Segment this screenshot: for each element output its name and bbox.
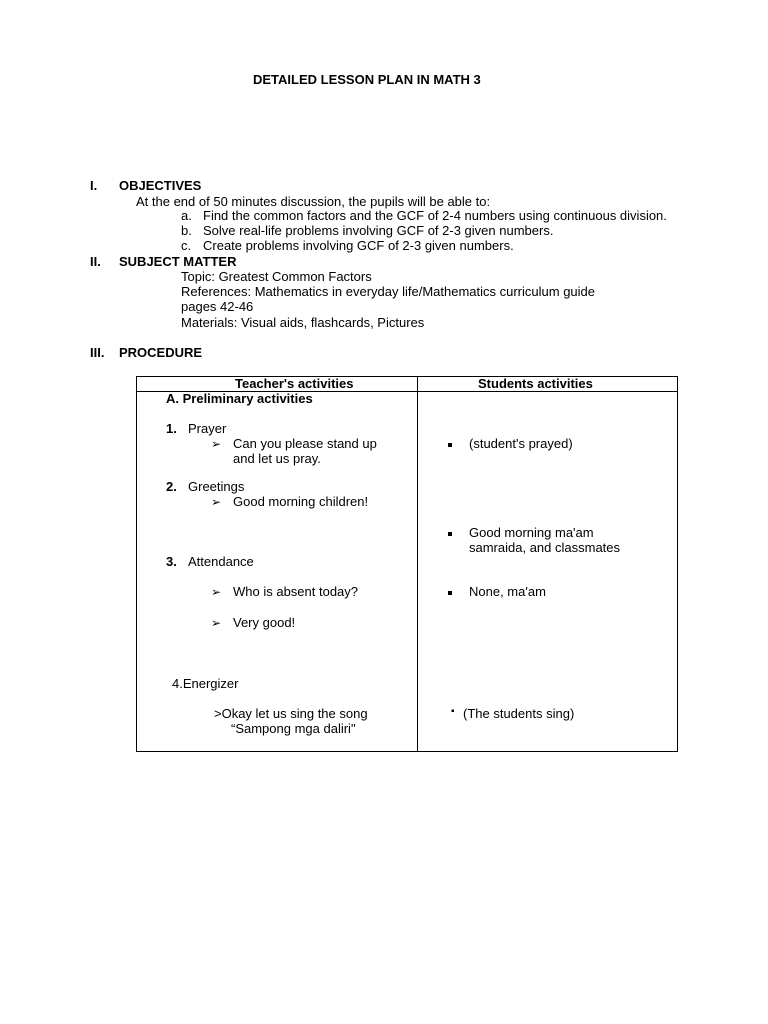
attendance-label: Attendance	[188, 554, 254, 569]
procedure-number: III.	[90, 345, 105, 360]
procedure-heading: PROCEDURE	[119, 345, 203, 360]
table-column-divider	[417, 377, 418, 751]
greetings-label: Greetings	[188, 479, 245, 494]
objectives-intro: At the end of 50 minutes discussion, the pupils will be able to:	[136, 194, 491, 209]
greetings-line: Good morning children!	[233, 494, 369, 509]
prayer-number: 1.	[166, 421, 177, 436]
prayer-label: Prayer	[188, 421, 227, 436]
attendance-number: 3.	[166, 554, 177, 569]
subject-references: References: Mathematics in everyday life/Mathematics curriculum guide	[181, 284, 596, 299]
energizer-label: 4.Energizer	[172, 676, 239, 691]
attendance-line-2: Very good!	[233, 615, 296, 630]
objective-text-a: Find the common factors and the GCF of 2-4 numbers using continuous division.	[203, 208, 667, 223]
header-teacher-activities: Teacher's activities	[235, 376, 354, 391]
greetings-number: 2.	[166, 479, 177, 494]
arrow-bullet-icon: ➢	[211, 616, 222, 630]
objective-text-c: Create problems involving GCF of 2-3 given numbers.	[203, 238, 514, 253]
prayer-line-1: Can you please stand up	[233, 436, 377, 451]
arrow-bullet-icon: ➢	[211, 495, 222, 509]
arrow-bullet-icon: ➢	[211, 437, 222, 451]
subject-pages: pages 42-46	[181, 299, 254, 314]
activities-table	[136, 376, 678, 752]
objective-text-b: Solve real-life problems involving GCF of 2-3 given numbers.	[203, 223, 554, 238]
objective-marker-b: b.	[181, 223, 192, 238]
prayer-response: (student's prayed)	[469, 436, 573, 451]
arrow-bullet-icon: ➢	[211, 585, 222, 599]
document-title: DETAILED LESSON PLAN IN MATH 3	[253, 72, 481, 87]
small-bullet-icon: ▪	[451, 706, 455, 717]
greetings-response-2: samraida, and classmates	[469, 540, 621, 555]
greetings-response-1: Good morning ma'am	[469, 525, 594, 540]
section-title: A. Preliminary activities	[166, 391, 313, 406]
subject-materials: Materials: Visual aids, flashcards, Pictures	[181, 315, 425, 330]
subject-matter-heading: SUBJECT MATTER	[119, 254, 237, 269]
attendance-response: None, ma'am	[469, 584, 546, 599]
energizer-response: (The students sing)	[463, 706, 575, 721]
energizer-line-1: >Okay let us sing the song	[214, 706, 368, 721]
objectives-number: I.	[90, 178, 98, 193]
square-bullet-icon	[448, 584, 452, 599]
square-bullet-icon	[448, 436, 452, 451]
energizer-line-2: “Sampong mga daliri"	[231, 721, 356, 736]
prayer-line-2: and let us pray.	[233, 451, 321, 466]
subject-topic: Topic: Greatest Common Factors	[181, 269, 372, 284]
objective-marker-c: c.	[181, 238, 192, 253]
square-bullet-icon	[448, 525, 452, 540]
objectives-heading: OBJECTIVES	[119, 178, 202, 193]
subject-matter-number: II.	[90, 254, 101, 269]
objective-marker-a: a.	[181, 208, 192, 223]
attendance-line-1: Who is absent today?	[233, 584, 359, 599]
header-students-activities: Students activities	[478, 376, 593, 391]
